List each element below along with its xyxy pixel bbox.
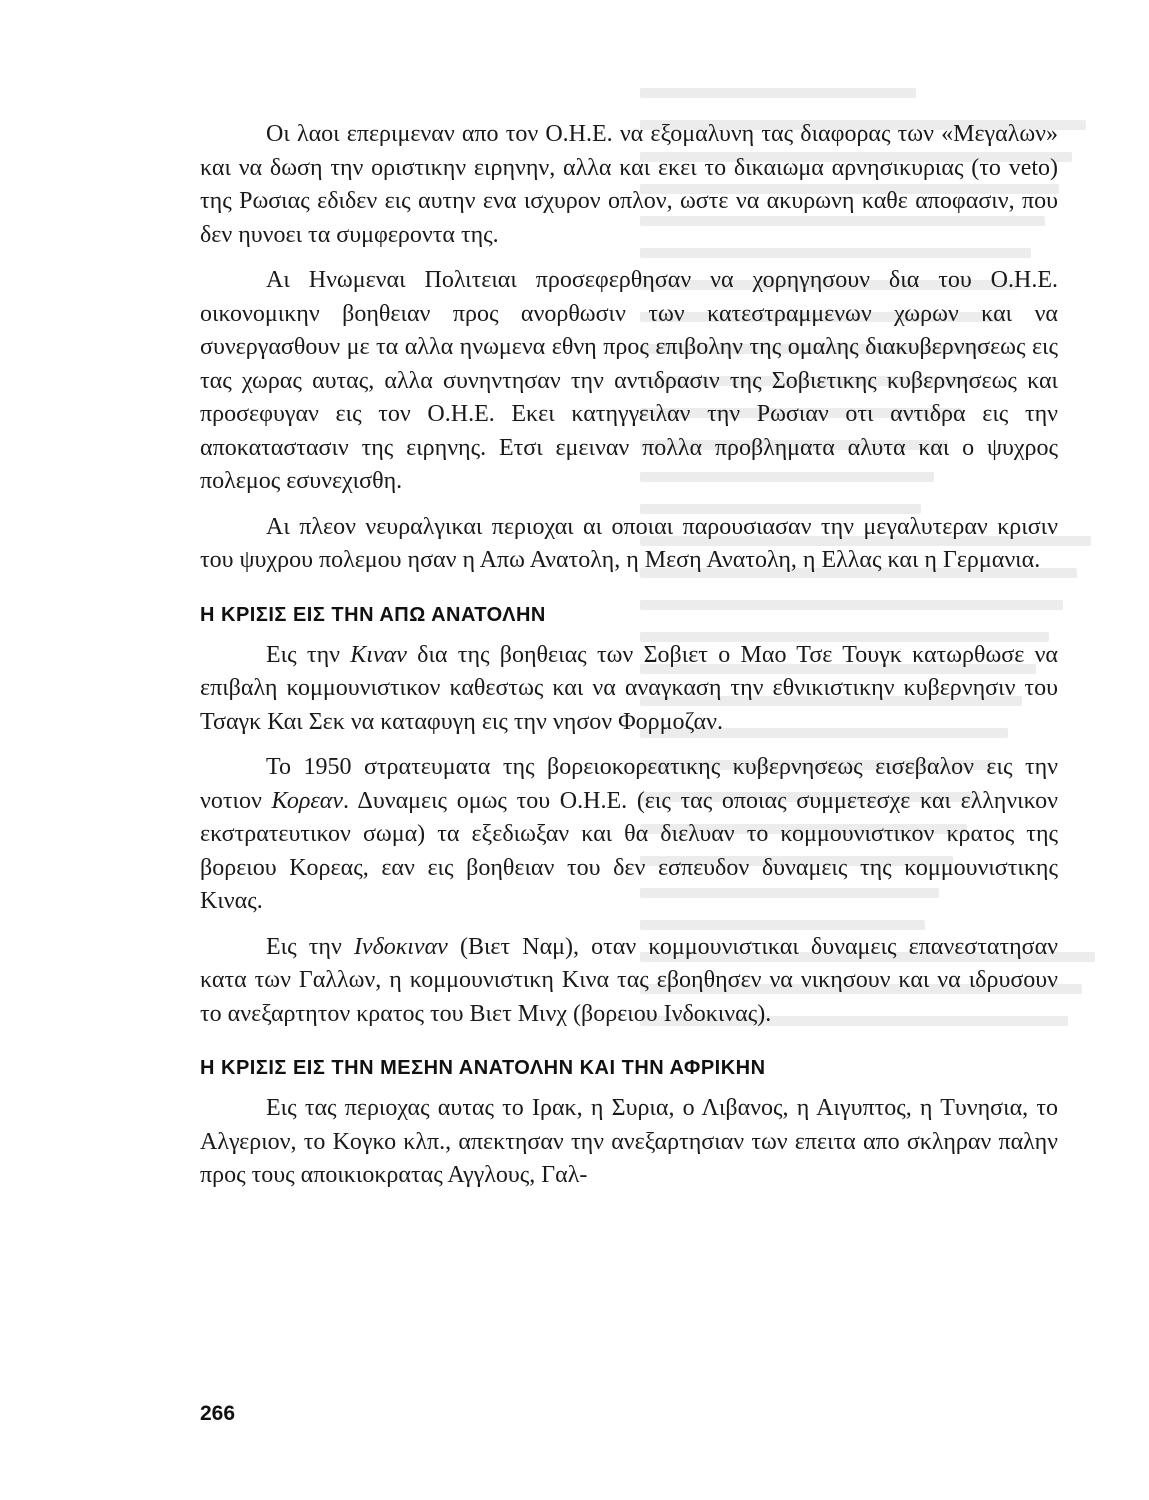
- paragraph-china: [200, 639, 1058, 740]
- paragraph-2: Αι Ηνωμεναι Πολιτειαι προσεφερθησαν να χορηγησουν δια του Ο.Η.Ε. οικονομικην βοηθειαν προς ανορθωσιν των κατεστραμμενων χωρων και να συνεργασθουν με τα αλλα ηνωμενα εθνη προς επιβολην της ομαλης διακυβερνησεως εις τας χωρας αυτας, αλλα συνηντησαν την αντιδρασιν της Σοβιετικης κυβερνησεως και προσεφυγαν εις τον Ο.Η.Ε. Εκει κατηγγειλαν την Ρωσιαν οτι αντιδρα εις την αποκαταστασιν της ειρηνης. Ετσι εμειναν πολλα προβληματα αλυτα και ο ψυχρος πολεμος εσυνεχισθη.: [200, 267, 1058, 494]
- paragraph-3: Αι πλεον νευραλγικαι περιοχαι αι οποιαι παρουσιασαν την μεγαλυτεραν κρισιν του ψυχρου πολεμου ησαν η Απω Ανατολη, η Μεση Ανατολη, η Ελλας και η Γερμανια.: [200, 513, 1058, 573]
- paragraph-indochina-rest: (Βιετ Ναμ), οταν κομμουνιστικαι δυναμεις επανεστατησαν κατα των Γαλλων, η κομμουνιστικη Κινα τας εβοηθησεν να νικησουν και να ιδρυσουν το ανεξαρτητον κρατος του Βιετ Μινχ (βορειου Ινδοκινας).: [200, 933, 1058, 1027]
- show-through-line: [640, 88, 916, 98]
- paragraph-indochina-start: Εις την: [266, 933, 354, 960]
- page-number: 266: [200, 1402, 236, 1425]
- page-body: [200, 118, 1058, 1205]
- paragraph-indochina-emphasis: Ινδοκιναν: [353, 933, 448, 960]
- paragraph-korea: [200, 751, 1058, 919]
- paragraph-indochina: [200, 931, 1058, 1032]
- section-heading-middle-east: Η ΚΡΙΣΙΣ ΕΙΣ ΤΗΝ ΜΕΣΗΝ ΑΝΑΤΟΛΗΝ ΚΑΙ ΤΗΝ ΑΦΡΙΚΗΝ: [200, 1057, 766, 1079]
- paragraph-1: Οι λαοι επεριμεναν απο τον Ο.Η.Ε. να εξομαλυνη τας διαφορας των «Μεγαλων» και να δωση την οριστικην ειρηνην, αλλα και εκει το δικαιωμα αρνησικυριας (το veto) της Ρωσιας εδιδεν εις αυτην ενα ισχυρον οπλον, ωστε να ακυρωνη καθε αποφασιν, που δεν ηυνοει τα συμφεροντα της.: [200, 121, 1058, 248]
- paragraph-korea-start: Το 1950 στρατευματα της βορειοκορεατικης κυβερνησεως εισεβαλον εις την νοτιον: [200, 754, 1058, 814]
- paragraph-korea-emphasis: Κορεαν: [271, 787, 344, 814]
- paragraph-china-emphasis: Κιναν: [350, 641, 407, 668]
- paragraph-korea-rest: . Δυναμεις ομως του Ο.Η.Ε. (εις τας οποιας συμμετεσχε και ελληνικον εκστρατευτικον σωμα) τα εξεδιωξαν και θα διελυαν το κομμουνιστικον κρατος της βορειου Κορεας, εαν εις βοηθειαν του δεν εσπευδον δυναμεις της κομμουνιστικης Κινας.: [200, 787, 1058, 914]
- paragraph-china-rest: δια της βοηθειας των Σοβιετ ο Μαο Τσε Τουγκ κατωρθωσε να επιβαλη κομμουνιστικον καθεστως και να αναγκαση την εθνικιστικην κυβερνησιν του Τσαγκ Και Σεκ να καταφυγη εις την νησον Φορμοζαν.: [200, 641, 1058, 735]
- paragraph-middle-east: Εις τας περιοχας αυτας το Ιρακ, η Συρια, ο Λιβανος, η Αιγυπτος, η Τυνησια, το Αλγεριον, το Κογκο κλπ., απεκτησαν την ανεξαρτησιαν των επειτα απο σκληραν παλην προς τους αποικιοκρατας Αγγλους, Γαλ-: [200, 1095, 1058, 1188]
- paragraph-china-start: Εις την: [266, 641, 351, 668]
- section-heading-far-east: Η ΚΡΙΣΙΣ ΕΙΣ ΤΗΝ ΑΠΩ ΑΝΑΤΟΛΗΝ: [200, 603, 546, 626]
